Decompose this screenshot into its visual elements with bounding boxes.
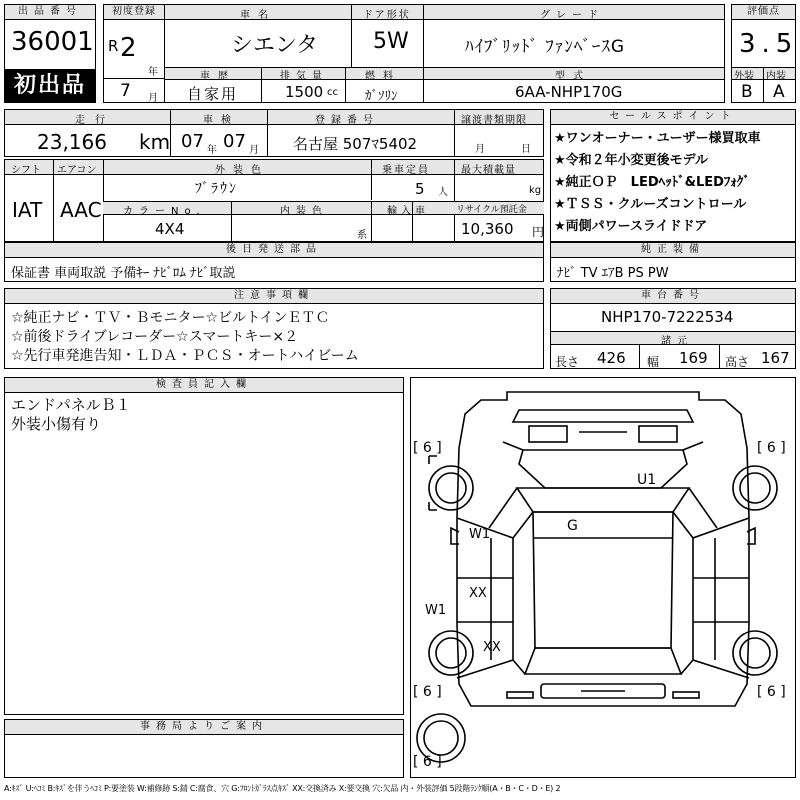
width-label: 幅 [647,355,660,369]
model-label: 車名 [240,10,276,21]
length-value: 426 [597,349,626,367]
later-parts-label: 後日発送部品 [5,243,543,258]
first-listing-text: 初出品 [13,73,86,98]
height-value: 167 [761,349,790,367]
tire-score-rear-right: [ 6 ] [757,684,786,700]
fuel-value: ｶﾞｿﾘﾝ [365,89,398,104]
model-name: シエンタ [231,33,319,58]
specs-label: 諸元 [661,336,693,347]
sales-point-item: ★ワンオーナー・ユーザー様買取車 [554,131,761,146]
chassis-box [550,288,796,369]
door-type: 5W [373,29,409,54]
grade-label: グレード [540,10,604,21]
shift-label: シフト [11,165,41,176]
recycle-unit: 円 [532,225,545,239]
load-unit: kg [529,185,542,196]
first-registration-box [103,4,165,103]
chassis-number: NHP170-7222534 [601,308,734,326]
first-reg-month: 7 [120,81,131,101]
interior-label: 内装色 [280,206,328,217]
lot-number-label: 出品番号 [5,5,95,20]
type-label: 型式 [555,71,591,82]
lot-number-box [4,4,96,103]
vehicle-info-box [164,4,725,103]
score-value: 3.5 [739,29,799,59]
int-score: A [773,82,785,102]
legend-text: A:ｷｽﾞ U:ﾍｺﾐ B:ｷｽﾞを伴うﾍｺﾐ P:要塗装 W:補修跡 S:錆 C:腐食、穴 G:ﾌﾛﾝﾄｶﾞﾗｽ点ｷｽﾞ XX:交換済み X:要交換 ⽳:欠品 内・外装評価 5段階ﾗﾝｸ順(A・B・C・D・E) 2 [4,784,561,793]
equipment-label: 純正装備 [551,243,795,258]
month-unit: 月 [148,93,158,104]
car-outline-svg [411,378,795,777]
score-label: 評価点 [732,5,795,20]
import-label: 輸入車 [387,206,429,217]
transfer-label: 譲渡書類期限 [461,115,527,126]
plate-number: 名古屋 507ﾏ5402 [293,135,418,153]
mileage-value: 23,166 [37,130,107,154]
sales-points-list [554,128,761,238]
equipment-box [550,242,796,282]
displacement-value: 1500 [285,83,324,101]
note-item: ☆前後ドライブレコーダー☆スマートキー×２ [11,329,299,345]
sales-points-label: セールスポイント [551,110,795,125]
inspector-label: 検査員記入欄 [5,378,403,393]
later-parts-value: 保証書 車両取説 予備ｷｰ ﾅﾋﾞﾛﾑ ﾅﾋﾞ取説 [11,266,236,281]
ac-value: AAC [60,198,102,222]
inspection-label: 車検 [203,115,239,126]
mileage-unit: km [139,130,171,154]
color-value: ﾌﾞﾗｳﾝ [195,181,238,197]
damage-mark-u1: U1 [637,472,657,488]
year-unit: 年 [148,67,158,78]
era: R [108,37,119,55]
inspector-box [4,377,404,715]
interior-unit: 系 [357,230,367,241]
inspection-month-unit: 月 [249,145,259,156]
width-value: 169 [679,349,708,367]
sales-point-item: ★ＴＳＳ・クルーズコントロール [554,197,747,212]
inspection-year: 07 [181,131,204,152]
lot-number: 36001 [11,27,94,57]
score-box [731,4,799,103]
displacement-unit: cc [327,87,338,98]
sales-point-item: ★両側パワースライドドア [554,219,708,234]
tire-score-rear-left: [ 6 ] [413,684,442,700]
damage-mark-w1-a: W1 [469,527,491,542]
color-number: 4X4 [155,220,185,238]
damage-mark-w1-b: W1 [425,603,447,618]
capacity-unit: 人 [438,187,448,198]
color-label: 外装色 [215,165,269,176]
recycle-value: 10,360 [461,220,514,238]
ext-score: B [741,82,753,102]
length-label: 長さ [555,355,580,369]
ac-label: エアコン [57,165,97,176]
load-label: 最大積載量 [461,165,516,176]
capacity-value: 5 [415,180,425,198]
height-label: 高さ [725,355,750,369]
sales-point-item: ★純正ＯＰ LEDﾍｯﾄﾞ&LEDﾌｫｸﾞ [554,175,750,190]
notes-box [4,288,544,369]
plate-label: 登録番号 [315,115,379,126]
first-reg-year: 2 [120,33,137,63]
history-value: 自家用 [187,85,239,103]
damage-mark-xx-a: XX [469,586,487,601]
color-row [4,159,544,242]
sales-point-item: ★令和２年小変更後モデル [554,153,709,168]
first-registration-label: 初度登録 [104,5,164,20]
damage-mark-g: G [567,518,578,534]
damage-mark-xx-b: XX [483,640,501,655]
note-item: ☆純正ナビ・ＴＶ・Ｂモニター☆ビルトインＥＴＣ [11,310,330,326]
capacity-label: 乗車定員 [382,165,430,176]
first-listing-badge [5,69,95,103]
color-no-label: カラーNo. [123,206,206,217]
note-item: ☆先行車発進告知・ＬＤＡ・ＰＣＳ・オートハイビーム [11,348,359,364]
inspection-month: 07 [223,131,246,152]
inspector-line: 外装小傷有り [11,415,102,433]
transfer-day-unit: 日 [521,144,531,155]
later-parts-box [4,242,544,282]
history-label: 車歴 [200,71,236,82]
inspector-lines [11,396,131,434]
office-label: 事務局よりご案内 [5,720,403,735]
mileage-label: 走行 [75,115,115,126]
ext-label: 外装 [734,71,754,82]
recycle-label: リサイクル預託金 [456,205,527,215]
grade-value: ﾊｲﾌﾞﾘｯﾄﾞ ﾌｧﾝﾍﾞｰｽG [465,37,626,57]
inspection-year-unit: 年 [207,145,217,156]
office-box [4,719,404,778]
transfer-month-unit: 月 [475,144,485,155]
displacement-label: 排気量 [280,71,328,82]
car-diagram [410,377,796,778]
spare-tire-score: [ 6 ] [413,754,442,770]
fuel-label: 燃料 [365,71,401,82]
chassis-label: 車台番号 [551,289,795,304]
shift-value: IAT [12,198,43,222]
tire-score-front-left: [ 6 ] [413,440,442,456]
notes-label: 注意事項欄 [5,289,543,304]
sales-points-box [550,109,796,242]
int-label: 内装 [766,71,786,82]
type-value: 6AA-NHP170G [515,83,623,101]
equipment-value: ﾅﾋﾞ TV ｴｱB PS PW [557,266,669,281]
tire-score-front-right: [ 6 ] [757,440,786,456]
inspector-line: エンドパネルＢ１ [11,396,131,414]
notes-list [11,309,359,366]
mileage-row [4,109,544,157]
door-label: ドア形状 [363,10,411,21]
